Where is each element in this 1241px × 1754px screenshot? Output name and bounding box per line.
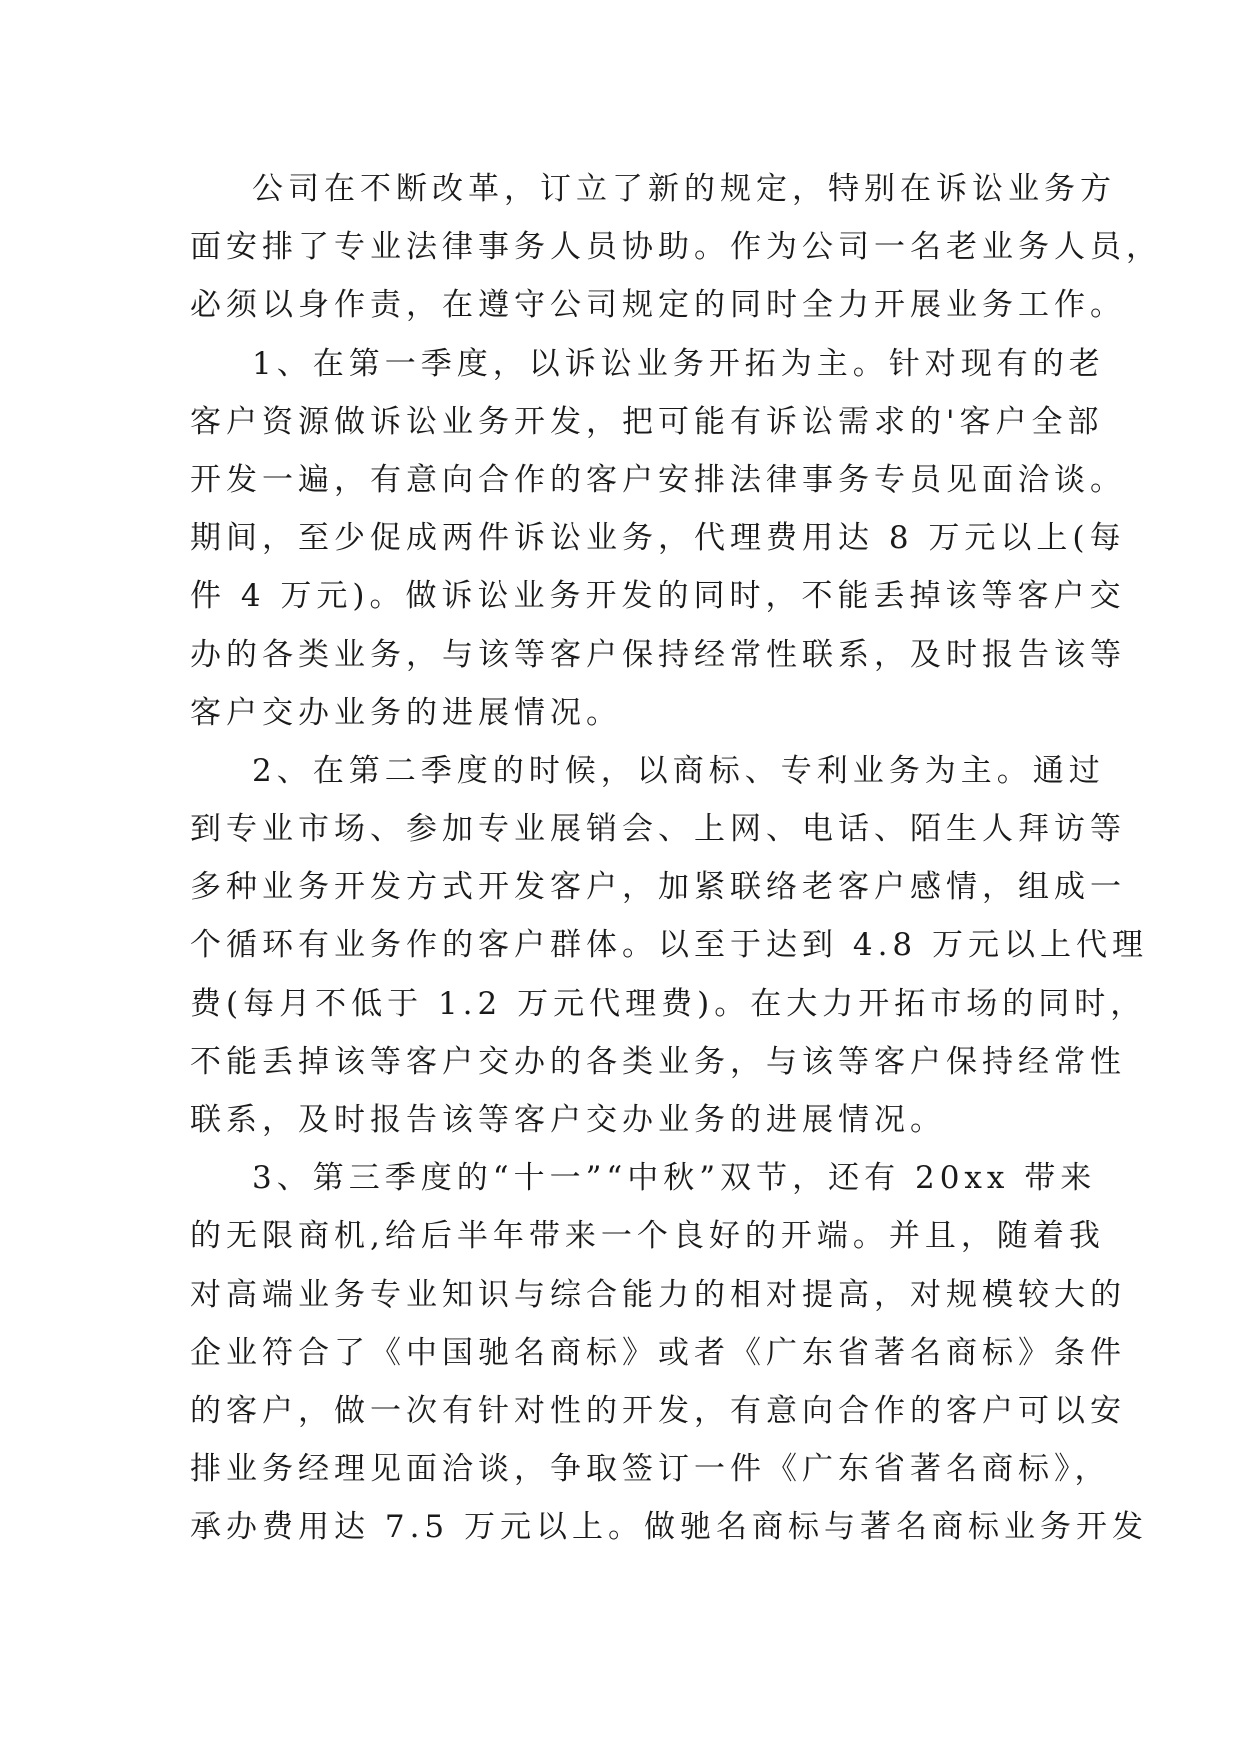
- text-line: 2、在第二季度的时候，以商标、专利业务为主。通过: [252, 752, 1105, 789]
- text-line: 必须以身作责，在遵守公司规定的同时全力开展业务工作。: [190, 287, 1126, 324]
- text-line: 客户交办业务的进展情况。: [190, 694, 622, 731]
- text-line: 承办费用达 7.5 万元以上。做驰名商标与著名商标业务开发: [190, 1509, 1149, 1546]
- text-line: 费(每月不低于 1.2 万元代理费)。在大力开拓市场的同时，: [190, 985, 1147, 1022]
- text-line: 办的各类业务，与该等客户保持经常性联系，及时报告该等: [190, 636, 1126, 673]
- text-line: 企业符合了《中国驰名商标》或者《广东省著名商标》条件: [190, 1334, 1126, 1371]
- text-line: 开发一遍，有意向合作的客户安排法律事务专员见面洽谈。: [190, 461, 1126, 498]
- text-line: 不能丢掉该等客户交办的各类业务，与该等客户保持经常性: [190, 1043, 1126, 1080]
- text-line: 客户资源做诉讼业务开发，把可能有诉讼需求的'客户全部: [190, 403, 1104, 440]
- document-body: [190, 160, 1162, 1557]
- text-line: 对高端业务专业知识与综合能力的相对提高，对规模较大的: [190, 1276, 1126, 1313]
- text-line: 个循环有业务作的客户群体。以至于达到 4.8 万元以上代理: [190, 927, 1149, 964]
- text-line: 面安排了专业法律事务人员协助。作为公司一名老业务人员，: [190, 229, 1162, 266]
- text-line: 期间，至少促成两件诉讼业务，代理费用达 8 万元以上(每: [190, 520, 1126, 557]
- text-line: 件 4 万元)。做诉讼业务开发的同时，不能丢掉该等客户交: [190, 578, 1126, 615]
- text-line: 多种业务开发方式开发客户，加紧联络老客户感情，组成一: [190, 869, 1126, 906]
- text-line: 的无限商机,给后半年带来一个良好的开端。并且，随着我: [190, 1218, 1105, 1255]
- text-line: 的客户，做一次有针对性的开发，有意向合作的客户可以安: [190, 1392, 1126, 1429]
- text-line: 排业务经理见面洽谈，争取签订一件《广东省著名商标》，: [190, 1451, 1111, 1488]
- text-line: 3、第三季度的“十一”“中秋”双节，还有 20xx 带来: [252, 1160, 1097, 1197]
- text-line: 1、在第一季度，以诉讼业务开拓为主。针对现有的老: [252, 345, 1105, 382]
- text-line: 联系，及时报告该等客户交办业务的进展情况。: [190, 1102, 946, 1138]
- text-line: 到专业市场、参加专业展销会、上网、电话、陌生人拜访等: [190, 811, 1126, 848]
- text-line: 公司在不断改革，订立了新的规定，特别在诉讼业务方: [252, 171, 1116, 207]
